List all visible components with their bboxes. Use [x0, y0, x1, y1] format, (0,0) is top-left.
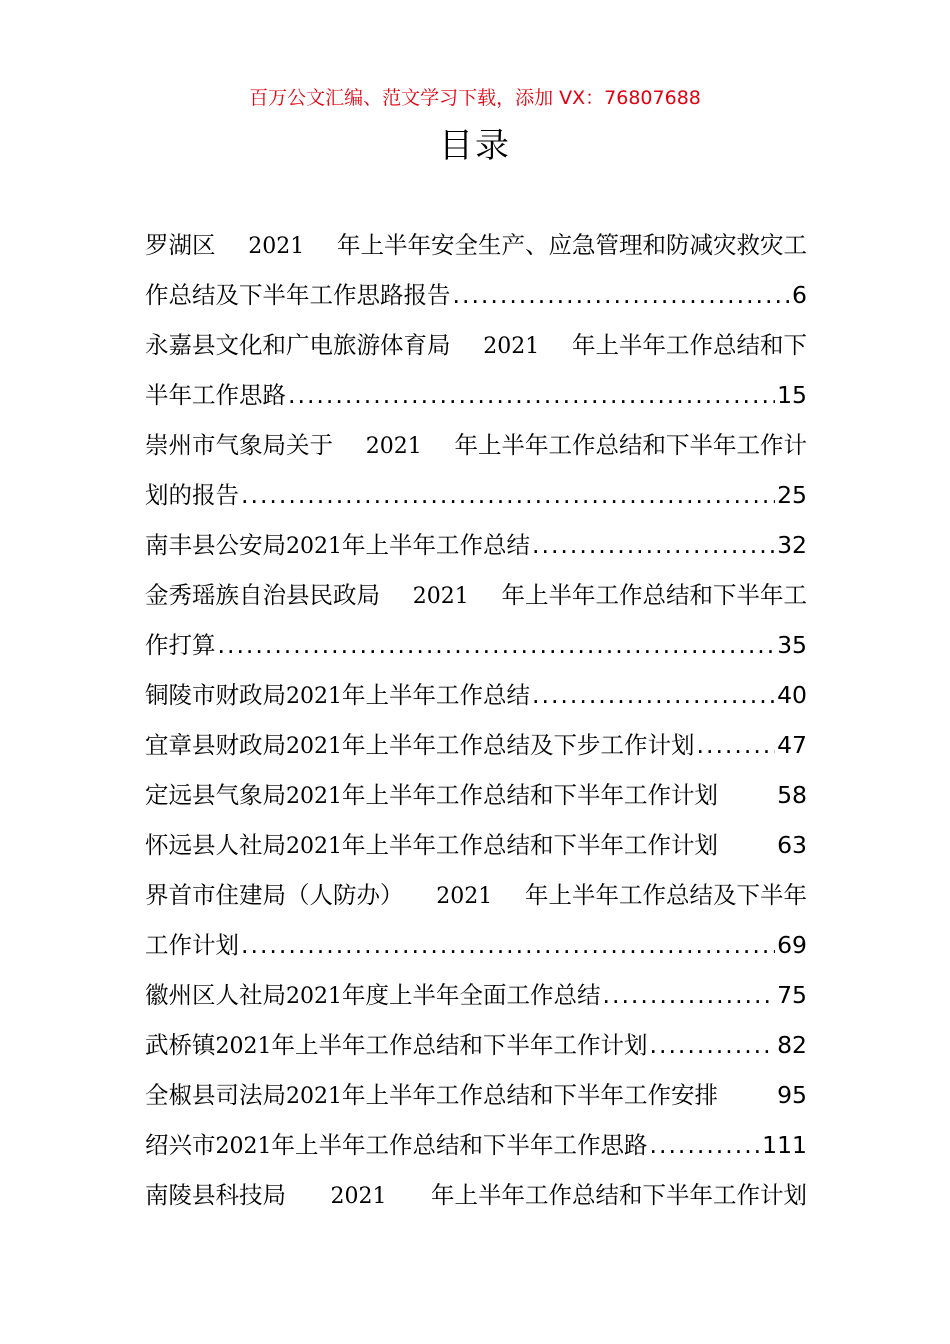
toc-entry-title-part: 绍兴市 — [145, 1131, 216, 1159]
toc-entry-title-part: 怀远县人社局 — [145, 831, 286, 859]
dot-leader — [241, 920, 775, 970]
toc-entry-title-part: 铜陵市财政局 — [145, 681, 286, 709]
toc-entry-title-part: 永嘉县文化和广电旅游体育局 — [145, 331, 451, 359]
toc-page-number: 32 — [777, 531, 807, 559]
toc-entry-title-part: 年上半年工作总结和下半年工 — [501, 581, 807, 609]
toc-page-number: 111 — [762, 1131, 807, 1159]
toc-entry-title-part: 武桥镇 — [145, 1031, 216, 1059]
toc-entry-line1 — [145, 1070, 807, 1120]
toc-entry-title-part: 年上半年安全生产、应急管理和防减灾救灾工 — [337, 231, 807, 259]
toc-entry-title-part: 半年工作思路 — [145, 381, 286, 409]
toc-entry-title-part: 全椒县司法局 — [145, 1081, 286, 1109]
toc-entry[interactable] — [145, 420, 807, 520]
toc-page-number: 35 — [777, 631, 807, 659]
toc-entry-line1 — [145, 220, 807, 270]
toc-entry-year: 2021 — [215, 1034, 272, 1059]
toc-entry-title-part: 年上半年工作总结和下半年工作计划 — [431, 1181, 807, 1209]
toc-entry-line1 — [145, 1020, 807, 1070]
toc-entry[interactable] — [145, 720, 807, 770]
toc-entry-year: 2021 — [286, 784, 342, 809]
toc-page-number: 25 — [777, 481, 807, 509]
toc-entry-title-part: 徽州区人社局 — [145, 981, 286, 1009]
toc-entry-title-group — [145, 1070, 718, 1120]
toc-entry-line1 — [145, 1170, 807, 1220]
toc-entry-title-part: 年上半年工作总结和下半年工作计划 — [271, 1031, 648, 1059]
toc-entry[interactable] — [145, 570, 807, 670]
toc-entry-title-part: 工作计划 — [145, 931, 239, 959]
toc-page-number: 63 — [777, 831, 807, 859]
toc-entry-title-part: 年度上半年全面工作总结 — [342, 981, 601, 1009]
toc-entry[interactable] — [145, 1020, 807, 1070]
toc-entry-title-part: 年上半年工作总结和下半年工作计划 — [342, 781, 718, 809]
toc-entry-year: 2021 — [286, 684, 342, 709]
dot-leader — [603, 970, 776, 1020]
dot-leader — [218, 620, 776, 670]
toc-entry-title-part: 崇州市气象局关于 — [145, 431, 333, 459]
toc-page-number: 82 — [777, 1031, 807, 1059]
toc-page-number: 58 — [777, 781, 807, 809]
toc-entry-title-part: 年上半年工作总结和下半年工作思路 — [271, 1131, 648, 1159]
toc-entry-title-part: 作打算 — [145, 631, 216, 659]
toc-entry[interactable] — [145, 1070, 807, 1120]
toc-entry[interactable] — [145, 970, 807, 1020]
dot-leader — [650, 1120, 761, 1170]
toc-entry[interactable] — [145, 220, 807, 320]
toc-entry-line1 — [145, 820, 807, 870]
toc-entry-title-part: 罗湖区 — [145, 231, 216, 259]
toc-entry[interactable] — [145, 820, 807, 870]
toc-entry-line1 — [145, 420, 807, 470]
toc-entry-line1 — [145, 1120, 807, 1170]
dot-leader — [650, 1020, 776, 1070]
dot-leader — [532, 520, 775, 570]
toc-entry-title-part: 定远县气象局 — [145, 781, 286, 809]
toc-page-number: 95 — [777, 1081, 807, 1109]
toc-page-number: 40 — [777, 681, 807, 709]
toc-entry-line2 — [145, 270, 807, 320]
toc-entry-title-part: 年上半年工作总结及下半年 — [525, 881, 807, 909]
toc-entry-year: 2021 — [330, 1184, 387, 1209]
toc-entry-title-part: 年上半年工作总结及下步工作计划 — [342, 731, 695, 759]
toc-page-number: 69 — [777, 931, 807, 959]
toc-entry-title-part: 南陵县科技局 — [145, 1181, 286, 1209]
toc-entry-line2 — [145, 620, 807, 670]
toc-entry-title-part: 划的报告 — [145, 481, 239, 509]
toc-entry-title-part: 界首市住建局（人防办） — [145, 881, 404, 909]
toc-entry-title-part: 年上半年工作总结和下半年工作安排 — [342, 1081, 718, 1109]
dot-leader — [697, 720, 776, 770]
toc-entry-line1 — [145, 520, 807, 570]
toc-entry-line1 — [145, 770, 807, 820]
toc-entry-title-part: 作总结及下半年工作思路报告 — [145, 281, 451, 309]
toc-page-number: 6 — [792, 281, 807, 309]
toc-entry[interactable] — [145, 320, 807, 420]
toc-entry[interactable] — [145, 670, 807, 720]
toc-entry-line2 — [145, 920, 807, 970]
toc-entry-year: 2021 — [286, 734, 342, 759]
dot-leader — [288, 370, 775, 420]
toc-entry[interactable] — [145, 870, 807, 970]
toc-entry-title-part: 年上半年工作总结 — [342, 531, 530, 559]
toc-entry-year: 2021 — [483, 334, 540, 359]
toc-entry-year: 2021 — [286, 1084, 342, 1109]
toc-entry-title-group — [145, 820, 718, 870]
toc-entry-title-part: 年上半年工作总结和下 — [572, 331, 807, 359]
toc-entry-year: 2021 — [215, 1134, 272, 1159]
table-of-contents — [145, 220, 807, 1220]
toc-entry-year: 2021 — [248, 234, 305, 259]
toc-entry-title-part: 年上半年工作总结和下半年工作计划 — [342, 831, 718, 859]
toc-entry-year: 2021 — [286, 984, 342, 1009]
toc-page-number: 15 — [777, 381, 807, 409]
toc-entry-title-group — [145, 770, 718, 820]
toc-page-number: 47 — [777, 731, 807, 759]
dot-leader — [241, 470, 775, 520]
dot-leader — [532, 670, 775, 720]
promo-header-note: 百万公文汇编、范文学习下载，添加 VX：76807688 — [249, 87, 701, 109]
toc-entry-title-part: 年上半年工作总结和下半年工作计 — [454, 431, 807, 459]
toc-entry[interactable] — [145, 770, 807, 820]
toc-entry-title-part: 金秀瑶族自治县民政局 — [145, 581, 380, 609]
toc-entry-line1 — [145, 670, 807, 720]
toc-title: 目录 — [439, 126, 511, 166]
toc-entry-line1 — [145, 720, 807, 770]
toc-entry-title-part: 宜章县财政局 — [145, 731, 286, 759]
toc-entry-line1 — [145, 570, 807, 620]
toc-entry-line2 — [145, 470, 807, 520]
toc-entry-title-part: 年上半年工作总结 — [342, 681, 530, 709]
dot-leader — [453, 270, 791, 320]
toc-entry-line2 — [145, 370, 807, 420]
toc-entry-year: 2021 — [436, 884, 493, 909]
toc-entry-year: 2021 — [365, 434, 422, 459]
toc-page-number: 75 — [777, 981, 807, 1009]
toc-entry-title-part: 南丰县公安局 — [145, 531, 286, 559]
toc-entry-line1 — [145, 970, 807, 1020]
toc-entry-year: 2021 — [286, 834, 342, 859]
toc-entry-line1 — [145, 320, 807, 370]
toc-entry[interactable] — [145, 1170, 807, 1220]
toc-entry-year: 2021 — [412, 584, 469, 609]
toc-entry-line1 — [145, 870, 807, 920]
toc-entry[interactable] — [145, 1120, 807, 1170]
toc-entry[interactable] — [145, 520, 807, 570]
toc-entry-year: 2021 — [286, 534, 342, 559]
